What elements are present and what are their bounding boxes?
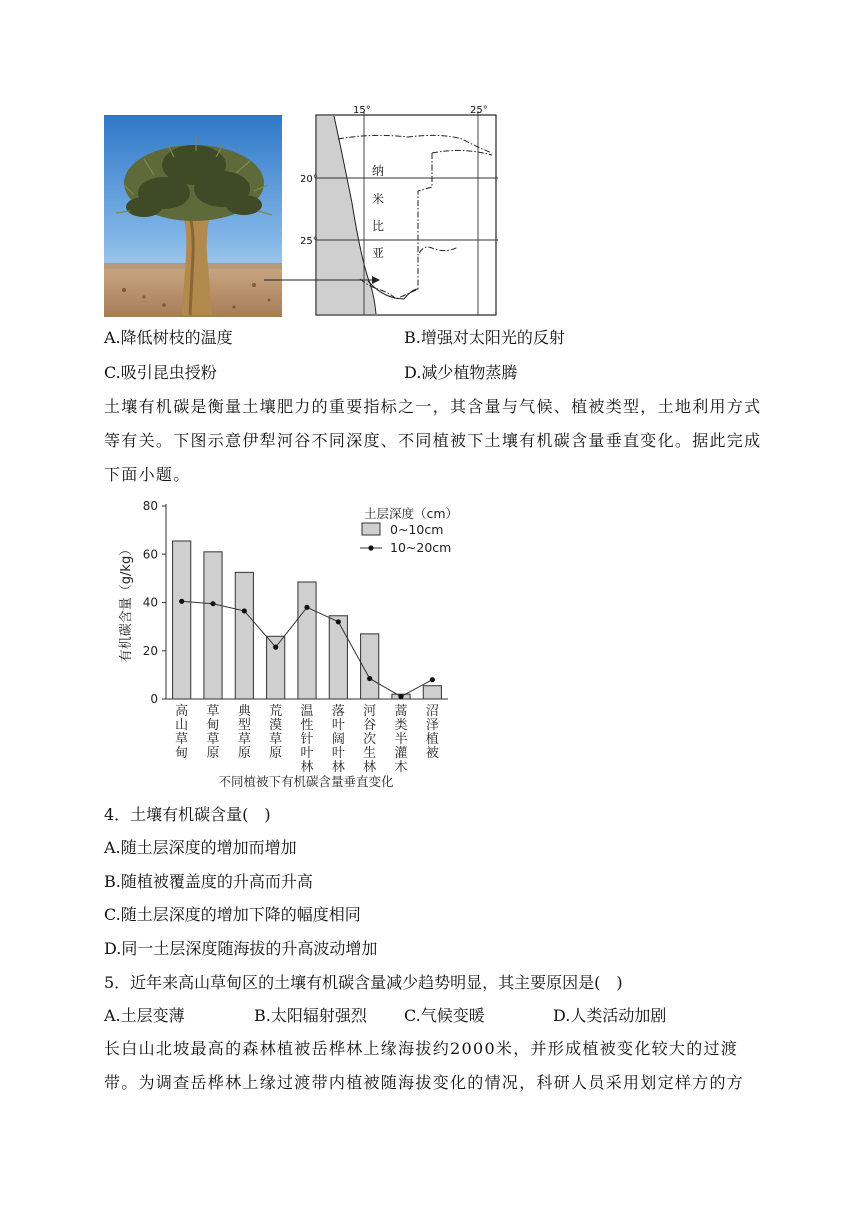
x-category-label: 高	[175, 704, 189, 719]
point-10-20cm	[210, 601, 215, 606]
x-category-label: 次	[363, 732, 377, 747]
q5-option-a: A.土层变薄	[104, 1006, 185, 1025]
x-category-label: 木	[394, 760, 408, 775]
x-category-label: 被	[425, 746, 439, 761]
x-category-label: 河	[363, 704, 377, 719]
soil-carbon-chart	[118, 498, 480, 794]
point-10-20cm	[273, 645, 278, 650]
legend-label-bar: 0~10cm	[390, 522, 444, 537]
x-category-label: 叶	[331, 746, 345, 761]
x-category-label: 叶	[331, 718, 345, 733]
legend-label-line: 10~20cm	[390, 540, 452, 555]
map-lat-20: 20°	[300, 174, 318, 185]
map-country-char-2: 米	[372, 192, 385, 206]
q5-option-d: D.人类活动加剧	[553, 1006, 667, 1025]
x-category-label: 草	[237, 732, 251, 747]
map-lon-15: 15°	[353, 105, 371, 116]
map-country-char-3: 比	[372, 219, 385, 233]
bar-0-10cm	[329, 616, 347, 699]
q3-option-c: C.吸引昆虫授粉	[104, 363, 217, 382]
point-10-20cm	[242, 608, 247, 613]
x-category-label: 漠	[269, 718, 283, 733]
point-10-20cm	[367, 676, 372, 681]
x-category-label: 荒	[269, 704, 283, 719]
y-tick-label: 40	[142, 595, 158, 610]
x-category-label: 草	[206, 732, 220, 747]
x-category-label: 落	[331, 704, 345, 719]
passage-soil-carbon: 土壤有机碳是衡量土壤肥力的重要指标之一，其含量与气候、植被类型，土地利用方式等有关。下图示意伊犁河谷不同深度、不同植被下土壤有机碳含量垂直变化。据此完成下面小题。	[104, 397, 762, 484]
map-country-char-4: 亚	[372, 246, 385, 260]
x-category-label: 原	[269, 746, 283, 761]
x-category-label: 草	[206, 704, 220, 719]
location-arrow	[262, 270, 382, 290]
map-country-char-1: 纳	[372, 164, 385, 178]
legend-swatch-point	[368, 545, 373, 550]
q4-option-c: C.随土层深度的增加下降的幅度相同	[104, 905, 361, 924]
q5-option-c: C.气候变暖	[404, 1006, 485, 1025]
q5-option-b: B.太阳辐射强烈	[254, 1006, 367, 1025]
bar-0-10cm	[298, 582, 316, 699]
bar-0-10cm	[204, 552, 222, 699]
x-category-label: 泽	[425, 718, 439, 733]
point-10-20cm	[179, 599, 184, 604]
x-category-label: 沼	[425, 704, 439, 719]
y-tick-label: 20	[142, 643, 158, 658]
x-category-label: 原	[206, 746, 220, 761]
x-category-label: 谷	[363, 718, 377, 733]
x-category-label: 草	[175, 732, 189, 747]
q4-stem: 4．土壤有机碳含量( )	[104, 805, 271, 824]
x-category-label: 林	[300, 760, 314, 775]
x-category-label: 林	[363, 760, 377, 775]
q4-option-b: B.随植被覆盖度的升高而升高	[104, 872, 313, 891]
x-category-label: 生	[363, 746, 377, 761]
map-lat-25: 25°	[300, 236, 318, 247]
x-category-label: 半	[394, 732, 408, 747]
point-10-20cm	[398, 694, 403, 699]
x-category-label: 山	[175, 718, 189, 733]
x-category-label: 型	[237, 718, 251, 733]
x-category-label: 林	[331, 760, 345, 775]
x-category-label: 典	[237, 704, 251, 719]
x-category-label: 甸	[175, 746, 189, 761]
y-axis-label: 有机碳含量（g/kg）	[119, 542, 134, 663]
y-tick-label: 60	[142, 547, 158, 562]
q3-option-b: B.增强对太阳光的反射	[404, 328, 565, 347]
bar-0-10cm	[173, 541, 191, 699]
point-10-20cm	[430, 677, 435, 682]
bar-0-10cm	[423, 686, 441, 699]
y-tick-label: 80	[142, 499, 158, 513]
x-category-label: 叶	[300, 746, 314, 761]
x-category-label: 蒿	[394, 704, 408, 719]
q4-option-a: A.随土层深度的增加而增加	[104, 838, 297, 857]
legend-title: 土层深度（cm）	[364, 506, 459, 521]
chart-title: 不同植被下有机碳含量垂直变化	[218, 774, 394, 789]
x-category-label: 甸	[206, 718, 220, 733]
x-category-label: 性	[300, 718, 314, 733]
point-10-20cm	[336, 619, 341, 624]
x-category-label: 阔	[331, 732, 345, 747]
q3-option-a: A.降低树枝的温度	[104, 328, 233, 347]
x-category-label: 灌	[394, 746, 408, 761]
q5-stem: 5．近年来高山草甸区的土壤有机碳含量减少趋势明显，其主要原因是( )	[104, 973, 623, 992]
quiver-tree-photo	[104, 115, 282, 317]
bar-0-10cm	[235, 572, 253, 699]
x-category-label: 温	[300, 704, 314, 719]
q4-option-d: D.同一土层深度随海拔的升高波动增加	[104, 939, 378, 958]
x-category-label: 针	[300, 732, 314, 747]
x-category-label: 草	[269, 732, 283, 747]
q3-option-d: D.减少植物蒸腾	[404, 363, 518, 382]
point-10-20cm	[304, 605, 309, 610]
x-category-label: 类	[394, 718, 408, 733]
passage-birch-forest: 长白山北坡最高的森林植被岳桦林上缘海拔约2000米，并形成植被变化较大的过渡带。为调查岳桦林上缘过渡带内植被随海拔变化的情况，科研人员采用划定样方的方	[104, 1039, 745, 1092]
y-tick-label: 0	[150, 692, 158, 706]
map-lon-25: 25°	[470, 105, 488, 116]
legend-swatch-bar	[362, 523, 380, 535]
x-category-label: 原	[237, 746, 251, 761]
x-category-label: 植	[425, 732, 439, 747]
